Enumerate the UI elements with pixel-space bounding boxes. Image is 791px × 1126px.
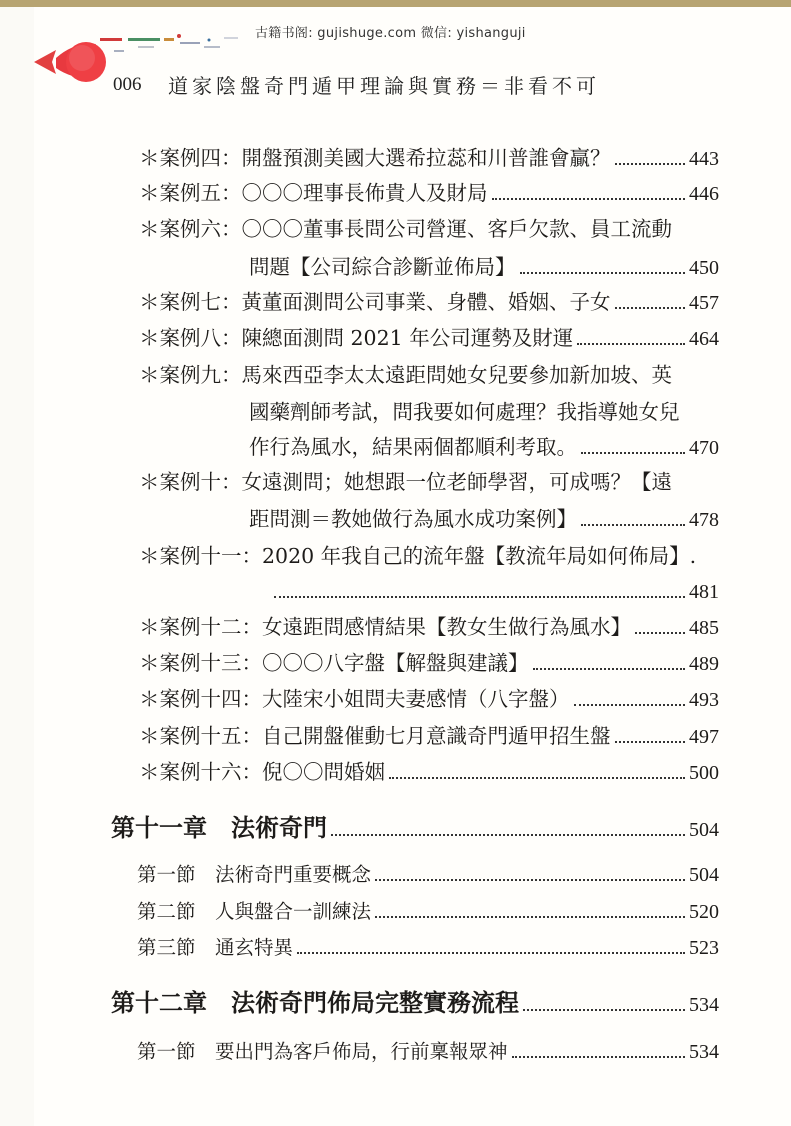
toc-page-number: 504 (689, 819, 719, 841)
toc-page-number: 470 (689, 437, 719, 459)
toc-entry-title: ＊案例十六：倪〇〇問婚姻 (139, 760, 385, 784)
page-number: 006 (113, 74, 142, 95)
chapter-title: 第十二章 法術奇門佈局完整實務流程 (111, 988, 519, 1017)
dot-leader (520, 272, 686, 274)
toc-entry-title: ＊案例七：黃董面測問公司事業、身體、婚姻、子女 (139, 290, 611, 314)
toc-chapter-12 (111, 986, 719, 1020)
toc-page-number: 485 (689, 617, 719, 639)
toc-page-number: 534 (689, 1041, 719, 1063)
toc-entry-title: ＊案例十二：女遠距問感情結果【教女生做行為風水】 (139, 615, 631, 639)
toc-page-number: 489 (689, 653, 719, 675)
section-title: 第三節 通玄特異 (137, 936, 294, 959)
toc-page-number: 500 (689, 762, 719, 784)
toc-page-number: 493 (689, 689, 719, 711)
toc-chapter-11 (111, 811, 719, 845)
toc-case-9-line-1 (139, 358, 719, 392)
toc-entry-title: ＊案例五：〇〇〇理事長佈貴人及財局 (139, 181, 488, 205)
toc-page-number: 457 (689, 292, 719, 314)
toc-entry-title: 國藥劑師考試，問我要如何處理？我指導她女兒 (249, 400, 680, 424)
toc-entry-title: ＊案例十：女遠測問；她想跟一位老師學習，可成嗎？【遠 (139, 470, 672, 494)
toc-section-12-1 (137, 1035, 719, 1069)
toc-case-7 (139, 285, 719, 319)
toc-page-number: 520 (689, 901, 719, 923)
section-title: 第一節 要出門為客戶佈局，行前稟報眾神 (137, 1040, 508, 1063)
toc-entry-title: 距問測＝教她做行為風水成功案例】 (249, 507, 577, 531)
toc-case-6-line-1 (139, 212, 719, 246)
toc-entry-title: ＊案例九：馬來西亞李太太遠距問她女兒要參加新加坡、英 (139, 363, 672, 387)
toc-entry-title: ＊案例十五：自己開盤催動七月意識奇門遁甲招生盤 (139, 724, 611, 748)
dot-leader (581, 452, 685, 454)
toc-case-5 (139, 176, 719, 210)
toc-entry-title: ＊案例十四：大陸宋小姐問夫妻感情（八字盤） (139, 687, 570, 711)
toc-case-4 (139, 141, 719, 175)
chapter-title: 第十一章 法術奇門 (111, 813, 327, 842)
toc-case-11-line-1 (139, 539, 724, 573)
toc-section-11-1 (137, 858, 719, 892)
dot-leader (577, 343, 685, 345)
dot-leader (492, 198, 686, 200)
watermark-text: 古籍书阁: gujishuge.com 微信: yishanguji (255, 26, 526, 41)
dot-leader (389, 777, 685, 779)
dot-leader (615, 163, 686, 165)
toc-entry-title: ＊案例十三：〇〇〇八字盤【解盤與建議】 (139, 651, 529, 675)
toc-page-number: 534 (689, 994, 719, 1016)
section-title: 第二節 人與盤合一訓練法 (137, 900, 372, 923)
toc-page-number: 464 (689, 328, 719, 350)
toc-page-number: 446 (689, 183, 719, 205)
dot-leader (635, 632, 685, 634)
dot-leader (615, 741, 686, 743)
dot-leader (297, 952, 685, 954)
toc-entry-title: ＊案例十一：2020 年我自己的流年盤【教流年局如何佈局】. (139, 544, 697, 568)
toc-case-16 (139, 755, 719, 789)
toc-entry-title: 問題【公司綜合診斷並佈局】 (249, 255, 516, 279)
toc-case-9-line-3 (249, 430, 719, 464)
section-title: 第一節 法術奇門重要概念 (137, 863, 372, 886)
top-border (0, 0, 791, 7)
toc-page-number: 450 (689, 257, 719, 279)
toc-section-11-3 (137, 931, 719, 965)
toc-entry-title: ＊案例四：開盤預測美國大選希拉蕊和川普誰會贏？ (139, 146, 611, 170)
toc-case-15 (139, 719, 719, 753)
toc-entry-title: ＊案例六：〇〇〇董事長問公司營運、客戶欠款、員工流動 (139, 217, 672, 241)
dot-leader (533, 668, 686, 670)
dot-leader (512, 1056, 685, 1058)
toc-page-number: 443 (689, 148, 719, 170)
toc-case-6-line-2 (249, 250, 719, 284)
toc-case-13 (139, 646, 719, 680)
toc-page-number: 497 (689, 726, 719, 748)
toc-case-12 (139, 610, 719, 644)
toc-page-number: 478 (689, 509, 719, 531)
toc-entry-title: 作行為風水，結果兩個都順利考取。 (249, 435, 577, 459)
dot-leader (375, 916, 685, 918)
toc-entry-title: ＊案例八：陳總面測問 2021 年公司運勢及財運 (139, 326, 574, 350)
toc-case-8 (139, 321, 719, 355)
toc-page-number: 481 (689, 581, 719, 603)
toc-page-number: 523 (689, 937, 719, 959)
toc-case-10-line-1 (139, 465, 719, 499)
toc-case-14 (139, 682, 719, 716)
dot-leader (523, 1009, 685, 1011)
dot-leader (574, 704, 686, 706)
toc-case-9-line-2 (249, 395, 719, 429)
dot-leader (375, 879, 685, 881)
toc-page-number: 504 (689, 864, 719, 886)
book-title: 道家陰盤奇門遁甲理論與實務＝非看不可 (168, 74, 600, 98)
dot-leader (331, 834, 685, 836)
toc-case-11-line-2 (270, 575, 719, 609)
dot-leader (615, 307, 686, 309)
dot-leader (274, 596, 685, 598)
toc-case-10-line-2 (249, 502, 719, 536)
dot-leader (581, 524, 685, 526)
toc-section-11-2 (137, 895, 719, 929)
